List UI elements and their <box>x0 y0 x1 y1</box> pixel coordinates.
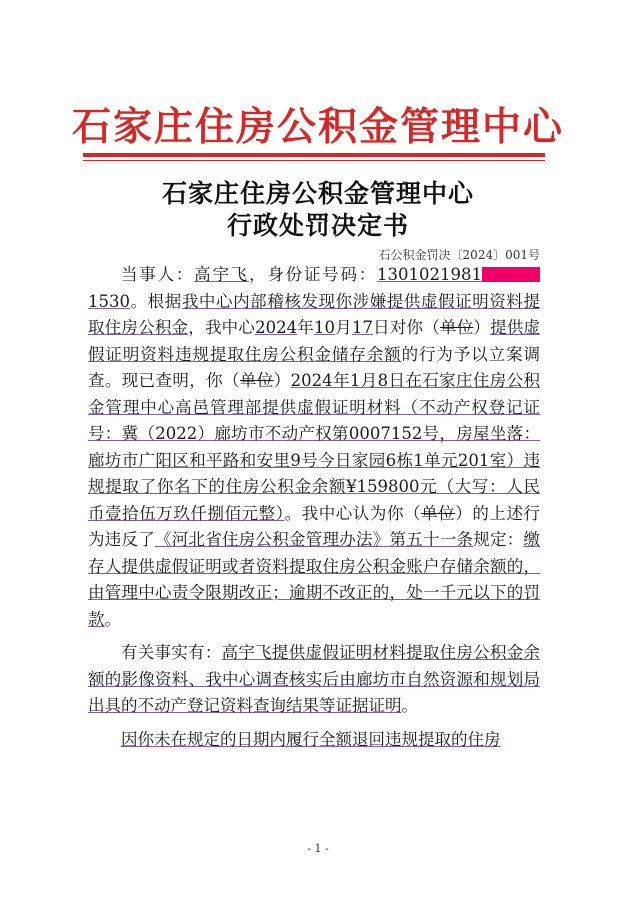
text-span: ，我中心 <box>188 318 256 337</box>
paragraph-2 <box>88 640 540 720</box>
struck-unit: 单位 <box>421 503 456 523</box>
organization-header: 石家庄住房公积金管理中心 <box>71 104 564 150</box>
text-span: 。我中心认为你（ <box>284 503 422 523</box>
document-title-line2: 行政处罚决定书 <box>226 211 409 240</box>
struck-unit: 单位 <box>239 371 274 390</box>
text-span: ） <box>473 318 491 337</box>
text-span: 有关事实有： <box>121 643 222 662</box>
text-span: ） <box>273 371 291 390</box>
party-name: 高宇飞 <box>194 265 250 284</box>
text-span: 规定： <box>473 530 524 549</box>
text-span: 。 <box>401 696 418 715</box>
regulation-text: 缴存人提供虚假证明或者资料提取住房公积金账户存储余额的，由管理中心责令限期改正；逾期不改正的，处一千元以下的罚款 <box>88 530 540 629</box>
redaction-mark <box>482 267 540 282</box>
penalty-reason-text: 因你未在规定的日期内履行全额退回违规提取的住房 <box>121 729 501 749</box>
text-span: ）的上述行为违反了 <box>88 503 541 549</box>
text-span: 的行为予以立案调查。现已查明，你（ <box>88 344 541 390</box>
text-span: 。 <box>130 291 148 311</box>
header-rule-thin <box>83 160 545 161</box>
case-day: 17 <box>351 318 373 337</box>
document-number: 石公积金罚决〔2024〕001号 <box>378 248 540 262</box>
case-month: 10 <box>314 318 336 337</box>
document-title-line1: 石家庄住房公积金管理中心 <box>161 179 474 208</box>
basis-text: 我中心内部稽核发现你涉嫌提供虚假证明资料提取住房公积金 <box>88 291 541 337</box>
text-span: 年 <box>297 318 315 337</box>
violation-text: 提供虚假证明资料违规提取住房公积金储存余额 <box>88 318 541 364</box>
evidence-text: 高宇飞提供虚假证明材料提取住房公积金余额的影像资料、我中心调查核实后由廊坊市自然资源和规划局出具的不动产登记资料查询结果等证据证明 <box>88 643 541 715</box>
header-rule-thick <box>83 153 545 157</box>
paragraph-1 <box>88 262 540 633</box>
regulation-reference: 《河北省住房公积金管理办法》第五十一条 <box>155 530 474 549</box>
text-span: 根据 <box>147 291 182 311</box>
findings-text: 2024年1月8日在石家庄住房公积金管理中心高邑管理部提供虚假证明材料（不动产权登记证号：冀（2022）廊坊市不动产权第0007152号，房屋坐落：廊坊市广阳区和平路和安里9号今日家园6栋1单元201室）违规提取了你名下的住房公积金余额¥159800元（大写：人民币壹拾伍万玖仟捌佰元整） <box>88 371 541 523</box>
text-span: 月 <box>335 318 352 337</box>
id-number-suffix: 1530 <box>88 291 130 311</box>
page-number: - 1 - <box>307 842 329 855</box>
struck-unit: 单位 <box>439 318 474 337</box>
document-body <box>88 262 540 760</box>
case-year: 2024 <box>255 318 298 337</box>
id-label: ，身份证号码： <box>249 265 378 284</box>
text-span: 。 <box>104 609 121 629</box>
id-number-prefix: 1301021981 <box>377 265 483 284</box>
text-span: 日对你（ <box>372 318 440 337</box>
party-label: 当事人： <box>121 265 195 284</box>
paragraph-3 <box>88 727 540 754</box>
